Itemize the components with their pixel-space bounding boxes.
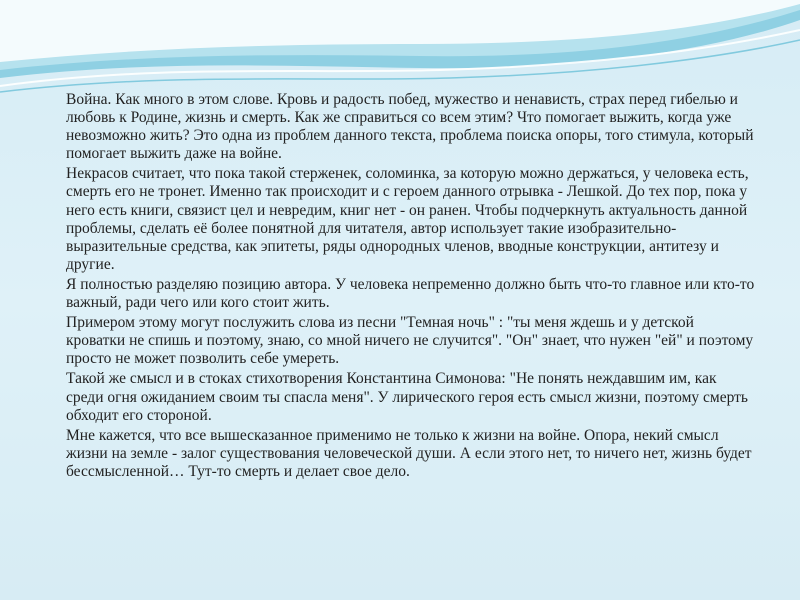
paragraph-3: Я полностью разделяю позицию автора. У человека непременно должно быть что-то главное или кто-то важный, ради чего или кого стоит жить. (66, 275, 755, 312)
essay-text (66, 91, 756, 483)
paragraph-4: Примером этому могут послужить слова из песни "Темная ночь" : "ты меня ждешь и у детской кроватки не спишь и поэтому, знаю, со мной ничего не случится". "Он" знает, что нужен "ей" и поэтому просто не может позволить себе умереть. (66, 314, 754, 368)
paragraph-6: Мне кажется, что все вышесказанное применимо не только к жизни на войне. Опора, некий смысл жизни на земле - залог существования человеческой души. А если этого нет, то ничего нет, жизнь будет бессмысленной… Тут-то смерть и делает свое дело. (66, 426, 752, 480)
paragraph-5: Такой же смысл и в стоках стихотворения Константина Симонова: "Не понять неждавшим им, как среди огня ожиданием своим ты спасла меня". У лирического героя есть смысл жизни, поэтому смерть обходит его стороной. (66, 370, 748, 424)
paragraph-1: Война. Как много в этом слове. Кровь и радость побед, мужество и ненависть, страх перед гибелью и любовь к Родине, жизнь и смерть. Как же справиться со всем этим? Что помогает выжить, когда уже невозможно жить? Это одна из проблем данного текста, проблема поиска опоры, того стимула, который помогает выжить даже на войне. (66, 91, 754, 163)
paragraph-2: Некрасов считает, что пока такой стерженек, соломинка, за которую можно держаться, у человека есть, смерть его не тронет. Именно так происходит и с героем данного отрывка - Лешкой. До тех пор, пока у него есть книги, связист цел и невредим, книг нет - он ранен. Чтобы подчеркнуть актуальность данной проблемы, сделать её более понятной для читателя, автор использует такие изобразительно-выразительные средства, как эпитеты, ряды однородных членов, вводные конструкции, антитезу и другие. (66, 165, 749, 273)
